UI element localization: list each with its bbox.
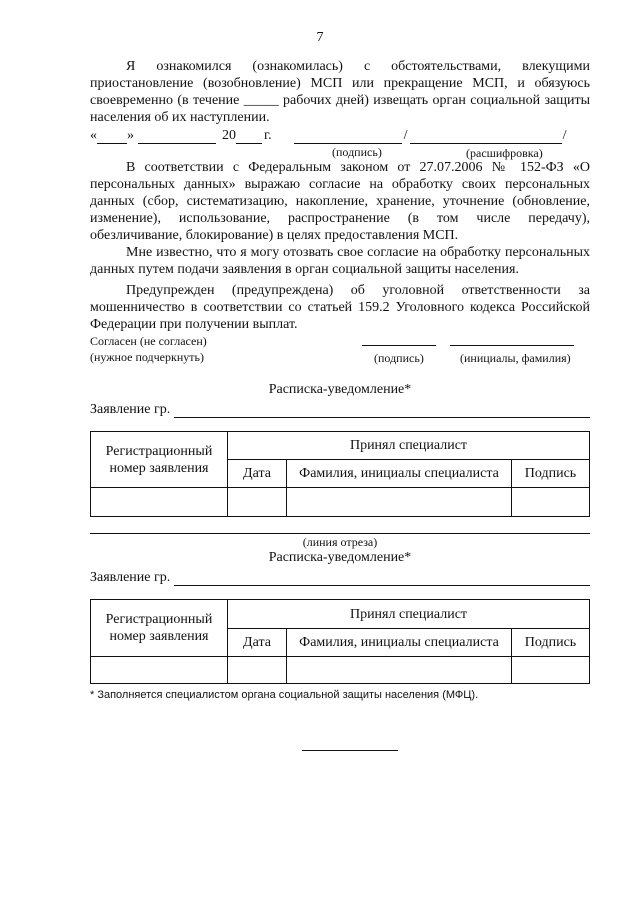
receipt-2-date-cell[interactable]: [228, 657, 287, 684]
year-suffix: г.: [264, 128, 272, 143]
date-signature-line: [90, 127, 590, 144]
withdraw-paragraph: Мне известно, что я могу отозвать свое согласие на обработку персональных данных путем подачи заявления в орган социальной защиты населения.: [90, 245, 590, 277]
receipt-2-specialist-header: Фамилия, инициалы специалиста: [287, 629, 512, 657]
warning-paragraph: Предупрежден (предупреждена) об уголовной ответственности за мошенничество в соответствии со статьей 159.2 Уголовного кодекса Российской Федерации при получении выплат.: [90, 283, 590, 332]
receipt-1-specialist-header: Фамилия, инициалы специалиста: [287, 460, 512, 488]
cut-line-label: (линия отреза): [302, 535, 378, 549]
year-field[interactable]: [236, 131, 262, 144]
receipt-2-date-header: Дата: [228, 629, 287, 657]
receipt-1-date-cell[interactable]: [228, 488, 287, 517]
agree-initials-field[interactable]: [450, 333, 574, 346]
cut-line: [90, 533, 590, 534]
agree-signature-field[interactable]: [362, 333, 436, 346]
receipt-2-table: [90, 599, 590, 684]
receipt-1-application-label: Заявление гр.: [90, 402, 171, 417]
receipt-1-title: Расписка-уведомление*: [268, 382, 412, 397]
agree-label: Согласен (не согласен): [90, 334, 207, 348]
receipt-1-date-header: Дата: [228, 460, 287, 488]
receipt-2-applicant-field[interactable]: [174, 573, 590, 586]
notice-paragraph: Я ознакомился (ознакомилась) с обстоятельствами, влекущими приостановление (возобновление) МСП или прекращение МСП, и обязуюсь своевременно (в течение _____ рабочих дней) извещать орган социальной защиты населения об их наступлении.: [90, 59, 590, 125]
page-number: 7: [316, 30, 324, 45]
footnote: * Заполняется специалистом органа социальной защиты населения (МФЦ).: [90, 689, 479, 701]
receipt-2-application-label: Заявление гр.: [90, 570, 171, 585]
receipt-2-title: Расписка-уведомление*: [268, 550, 412, 565]
slash-separator-end: /: [562, 128, 567, 143]
receipt-1-reg-number-header: Регистрационный номер заявления: [91, 432, 228, 488]
receipt-1-applicant-field[interactable]: [174, 405, 590, 418]
receipt-1-application-line: [90, 401, 590, 418]
receipt-1-table: [90, 431, 590, 517]
close-quote: »: [127, 128, 134, 143]
year-prefix: 20: [222, 128, 236, 143]
receipt-2-reg-number-header: Регистрационный номер заявления: [91, 600, 228, 657]
date-line-captions: [90, 144, 590, 159]
receipt-1-specialist-cell[interactable]: [287, 488, 512, 517]
open-quote: «: [90, 128, 97, 143]
receipt-1-accepted-header: Принял специалист: [228, 432, 590, 460]
agree-block: [90, 333, 590, 367]
decoding-caption: (расшифровка): [466, 146, 543, 160]
decoding-field[interactable]: [410, 131, 562, 144]
document-body: [90, 58, 590, 751]
receipt-2-signature-header: Подпись: [512, 629, 590, 657]
receipt-1-signature-cell[interactable]: [512, 488, 590, 517]
underline-hint: (нужное подчеркнуть): [90, 350, 204, 364]
receipt-2-specialist-cell[interactable]: [287, 657, 512, 684]
agree-initials-caption: (инициалы, фамилия): [460, 351, 571, 365]
month-field[interactable]: [138, 131, 216, 144]
signature-field[interactable]: [294, 131, 402, 144]
signature-caption: (подпись): [332, 145, 382, 159]
receipt-2-application-line: [90, 569, 590, 586]
consent-paragraph: В соответствии с Федеральным законом от 27.07.2006 № 152-ФЗ «О персональных данных» выражаю согласие на обработку своих персональных данных (сбор, систематизацию, накопление, хранение, уточнение (обновление, изменение), использование, распространение (в том числе передачу), обезличивание, блокирование) в целях предоставления МСП.: [90, 160, 590, 243]
agree-signature-caption: (подпись): [374, 351, 424, 365]
receipt-2-reg-number-cell[interactable]: [91, 657, 228, 684]
receipt-1-signature-header: Подпись: [512, 460, 590, 488]
slash-separator: /: [403, 128, 408, 143]
day-field[interactable]: [97, 131, 127, 144]
receipt-1-reg-number-cell[interactable]: [91, 488, 228, 517]
receipt-2-accepted-header: Принял специалист: [228, 600, 590, 629]
end-rule: [302, 750, 398, 751]
receipt-2-signature-cell[interactable]: [512, 657, 590, 684]
